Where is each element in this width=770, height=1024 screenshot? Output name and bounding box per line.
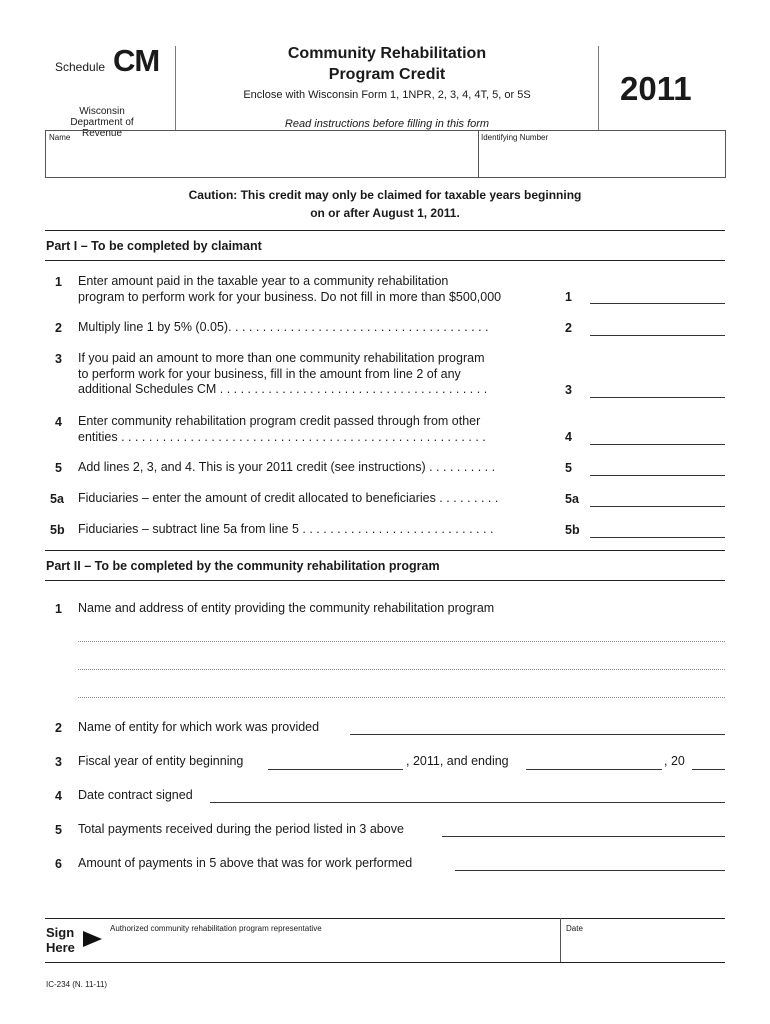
line-ref: 1 [565, 290, 572, 304]
fiscal-year-end-field[interactable] [526, 768, 662, 770]
line-5-amount-field[interactable] [590, 474, 725, 476]
line-text [78, 274, 501, 305]
identifying-number-label: Identifying Number [481, 133, 549, 142]
line-text-row: entities . . . . . . . . . . . . . . . . . . . . . . . . . . . . . . . . . . . . . . . . . . . . . . . . . . . . . [78, 429, 486, 444]
fiscal-year-end-text: , 20 [664, 754, 685, 768]
date-label: Date [566, 924, 583, 933]
caution-line2: on or after August 1, 2011. [310, 206, 460, 220]
caution-line1: Caution: This credit may only be claimed for taxable years beginning [188, 188, 582, 202]
line-ref: 5a [565, 492, 579, 506]
line-text: Fiscal year of entity beginning [78, 754, 244, 768]
line-5a-amount-field[interactable] [590, 505, 725, 507]
tax-year: 2011 [620, 70, 692, 107]
line-number: 4 [55, 789, 62, 803]
schedule-code: CM [113, 43, 160, 78]
line-4-amount-field[interactable] [590, 443, 725, 445]
entity-address-line-1[interactable] [78, 641, 725, 642]
contract-date-field[interactable] [210, 801, 725, 803]
part1-top-rule [45, 230, 725, 231]
line-number: 6 [55, 857, 62, 871]
line-text-row: Enter community rehabilitation program credit passed through from other [78, 414, 481, 428]
line-ref: 5 [565, 461, 572, 475]
line-number: 3 [55, 755, 62, 769]
line-ref: 3 [565, 383, 572, 397]
total-payments-field[interactable] [442, 835, 725, 837]
line-2-amount-field[interactable] [590, 334, 725, 336]
part2-top-rule [45, 550, 725, 551]
entity-name-field[interactable] [350, 733, 725, 735]
line-text [78, 414, 486, 445]
part1-title-rule [45, 260, 725, 261]
sign-here-label [46, 925, 75, 955]
line-number: 4 [55, 415, 62, 429]
name-label: Name [49, 133, 71, 142]
line-number: 5b [50, 523, 65, 537]
signature-top-rule [45, 918, 725, 919]
line-5b-amount-field[interactable] [590, 536, 725, 538]
caution-note [120, 186, 650, 222]
sign-label-line2: Here [46, 940, 75, 955]
form-code: IC-234 (N. 11-11) [46, 980, 108, 989]
line-ref: 4 [565, 430, 572, 444]
line-text: Date contract signed [78, 788, 193, 802]
line-ref: 2 [565, 321, 572, 335]
identifying-number-field[interactable] [482, 143, 722, 175]
line-number: 5a [50, 492, 64, 506]
form-title [200, 43, 574, 85]
line-ref: 5b [565, 523, 580, 537]
fiscal-year-middle-text: , 2011, and ending [406, 754, 509, 768]
line-number: 3 [55, 352, 62, 366]
enclose-instruction: Enclose with Wisconsin Form 1, 1NPR, 2, 3, 4, 4T, 5, or 5S [243, 89, 531, 101]
id-box-divider [478, 131, 479, 177]
line-text: Fiduciaries – enter the amount of credit allocated to beneficiaries . . . . . . . . . [78, 491, 499, 505]
header-divider-left [175, 46, 176, 130]
line-number: 5 [55, 461, 62, 475]
representative-signature-label: Authorized community rehabilitation program representative [110, 924, 322, 933]
line-text: Fiduciaries – subtract line 5a from line 5 . . . . . . . . . . . . . . . . . . . . . . . . . . . . [78, 522, 494, 536]
line-text-row: to perform work for your business, fill in the amount from line 2 of any [78, 366, 461, 381]
line-text: Name of entity for which work was provided [78, 720, 320, 734]
department-name: Wisconsin Department of Revenue [70, 106, 134, 139]
part2-title: Part II – To be completed by the community rehabilitation program [46, 559, 440, 573]
line-1-amount-field[interactable] [590, 302, 725, 304]
representative-signature-field[interactable] [110, 934, 555, 960]
read-instructions-note: Read instructions before filling in this form [284, 118, 490, 130]
line-number: 1 [55, 275, 62, 289]
line-number: 2 [55, 321, 62, 335]
entity-address-line-2[interactable] [78, 669, 725, 670]
sign-arrow-icon [83, 931, 102, 947]
line-number: 1 [55, 602, 62, 616]
form-title-line2: Program Credit [328, 66, 446, 83]
line-text: Amount of payments in 5 above that was for work performed [78, 856, 413, 870]
sign-label-line1: Sign [46, 925, 75, 940]
schedule-word: Schedule [55, 60, 106, 74]
line-text [78, 351, 487, 398]
identification-box [45, 130, 726, 178]
part1-title: Part I – To be completed by claimant [46, 239, 262, 253]
line-text-row: additional Schedules CM . . . . . . . . . . . . . . . . . . . . . . . . . . . . . . . . . . . . . . . [78, 382, 488, 397]
signature-date-field[interactable] [566, 934, 724, 960]
fiscal-year-begin-field[interactable] [268, 768, 403, 770]
work-payments-field[interactable] [455, 869, 725, 871]
line-text: Multiply line 1 by 5% (0.05). . . . . . . . . . . . . . . . . . . . . . . . . . . . . . . . . . . . . . [78, 320, 489, 334]
line-text-row: If you paid an amount to more than one community rehabilitation program [78, 351, 485, 365]
line-text-row: Enter amount paid in the taxable year to a community rehabilitation [78, 274, 449, 288]
line-number: 5 [55, 823, 62, 837]
header-divider-right [598, 46, 599, 130]
signature-date-divider [560, 918, 561, 962]
signature-bottom-rule [45, 962, 725, 963]
line-number: 2 [55, 721, 62, 735]
line-text: Add lines 2, 3, and 4. This is your 2011 credit (see instructions) . . . . . . . . . . [78, 460, 496, 474]
line-text: Total payments received during the period listed in 3 above [78, 822, 404, 836]
form-title-line1: Community Rehabilitation [287, 45, 487, 62]
part2-title-rule [45, 580, 725, 581]
name-field[interactable] [49, 143, 475, 175]
line-text-row: program to perform work for your business. Do not fill in more than $500,000 [78, 289, 502, 304]
line-3-amount-field[interactable] [590, 396, 725, 398]
line-text: Name and address of entity providing the community rehabilitation program [78, 601, 495, 615]
fiscal-year-end-year-field[interactable] [692, 768, 725, 770]
entity-address-line-3[interactable] [78, 697, 725, 698]
